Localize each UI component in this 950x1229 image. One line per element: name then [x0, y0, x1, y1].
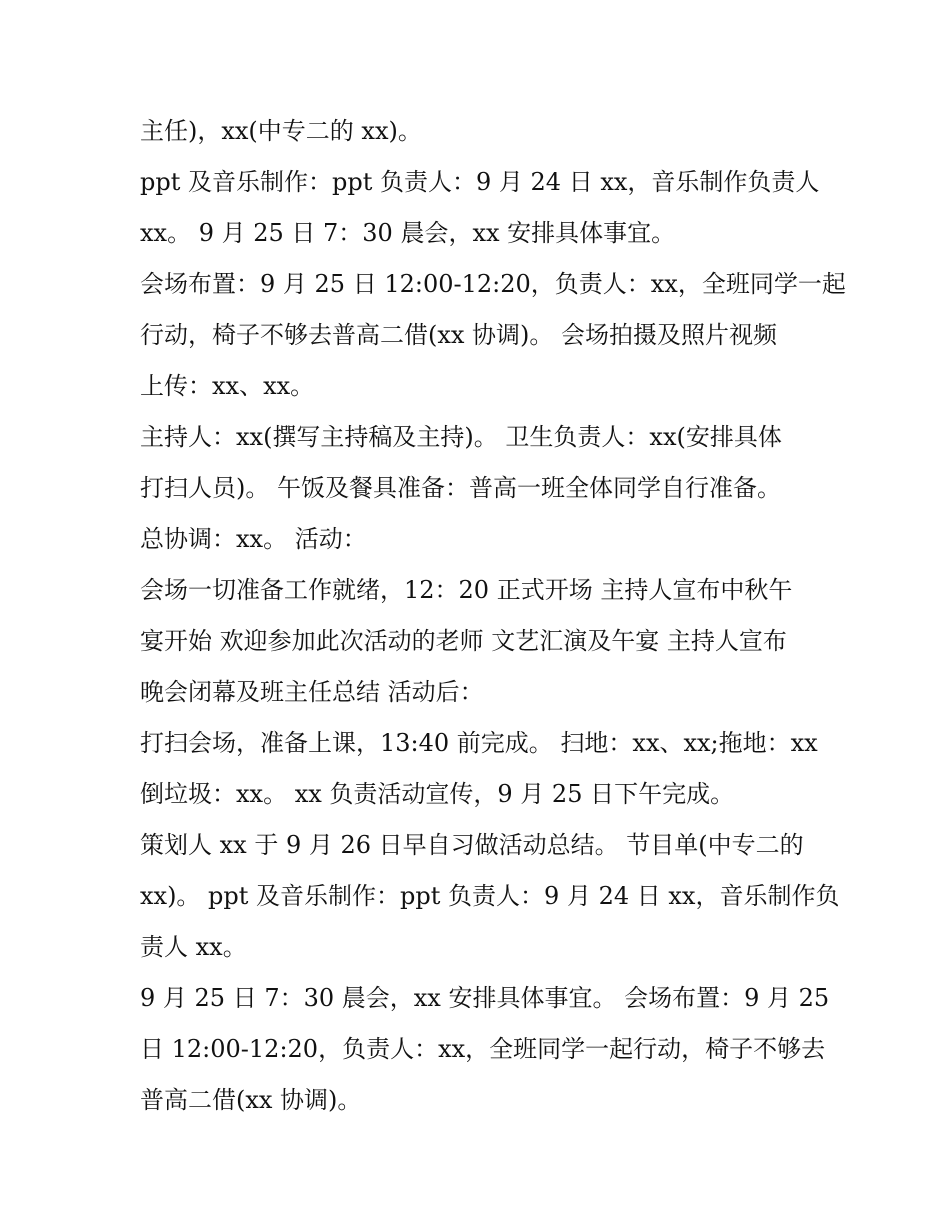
- text-line: 责人 xx。: [140, 933, 247, 961]
- text-line: 总协调：xx。 活动：: [140, 525, 367, 553]
- text-line: 晚会闭幕及班主任总结 活动后：: [140, 678, 484, 706]
- text-line: 普高二借(xx 协调)。: [140, 1086, 362, 1114]
- text-line: 策划人 xx 于 9 月 26 日早自习做活动总结。 节目单(中专二的: [140, 831, 804, 859]
- text-line: 9 月 25 日 7：30 晨会，xx 安排具体事宜。 会场布置：9 月 25: [140, 984, 830, 1012]
- text-line: 主任)，xx(中专二的 xx)。: [140, 117, 422, 145]
- text-line: 倒垃圾：xx。 xx 负责活动宣传，9 月 25 日下午完成。: [140, 780, 735, 808]
- text-line: xx。 9 月 25 日 7：30 晨会，xx 安排具体事宜。: [140, 219, 676, 247]
- text-line: ppt 及音乐制作：ppt 负责人：9 月 24 日 xx，音乐制作负责人: [140, 168, 820, 196]
- text-line: 打扫会场，准备上课，13:40 前完成。 扫地：xx、xx;拖地：xx: [140, 729, 818, 757]
- text-line: 打扫人员)。 午饭及餐具准备：普高一班全体同学自行准备。: [140, 474, 781, 502]
- text-line: 行动，椅子不够去普高二借(xx 协调)。 会场拍摄及照片视频: [140, 321, 778, 349]
- text-line: 会场一切准备工作就绪，12：20 正式开场 主持人宣布中秋午: [140, 576, 793, 604]
- text-line: 主持人：xx(撰写主持稿及主持)。 卫生负责人：xx(安排具体: [140, 423, 782, 451]
- text-line: 会场布置：9 月 25 日 12:00-12:20，负责人：xx，全班同学一起: [140, 270, 846, 298]
- document-body: [140, 106, 846, 1126]
- text-line: 宴开始 欢迎参加此次活动的老师 文艺汇演及午宴 主持人宣布: [140, 627, 787, 655]
- text-line: 日 12:00-12:20，负责人：xx，全班同学一起行动，椅子不够去: [140, 1035, 826, 1063]
- text-line: xx)。 ppt 及音乐制作：ppt 负责人：9 月 24 日 xx，音乐制作负: [140, 882, 840, 910]
- text-line: 上传：xx、xx。: [140, 372, 315, 400]
